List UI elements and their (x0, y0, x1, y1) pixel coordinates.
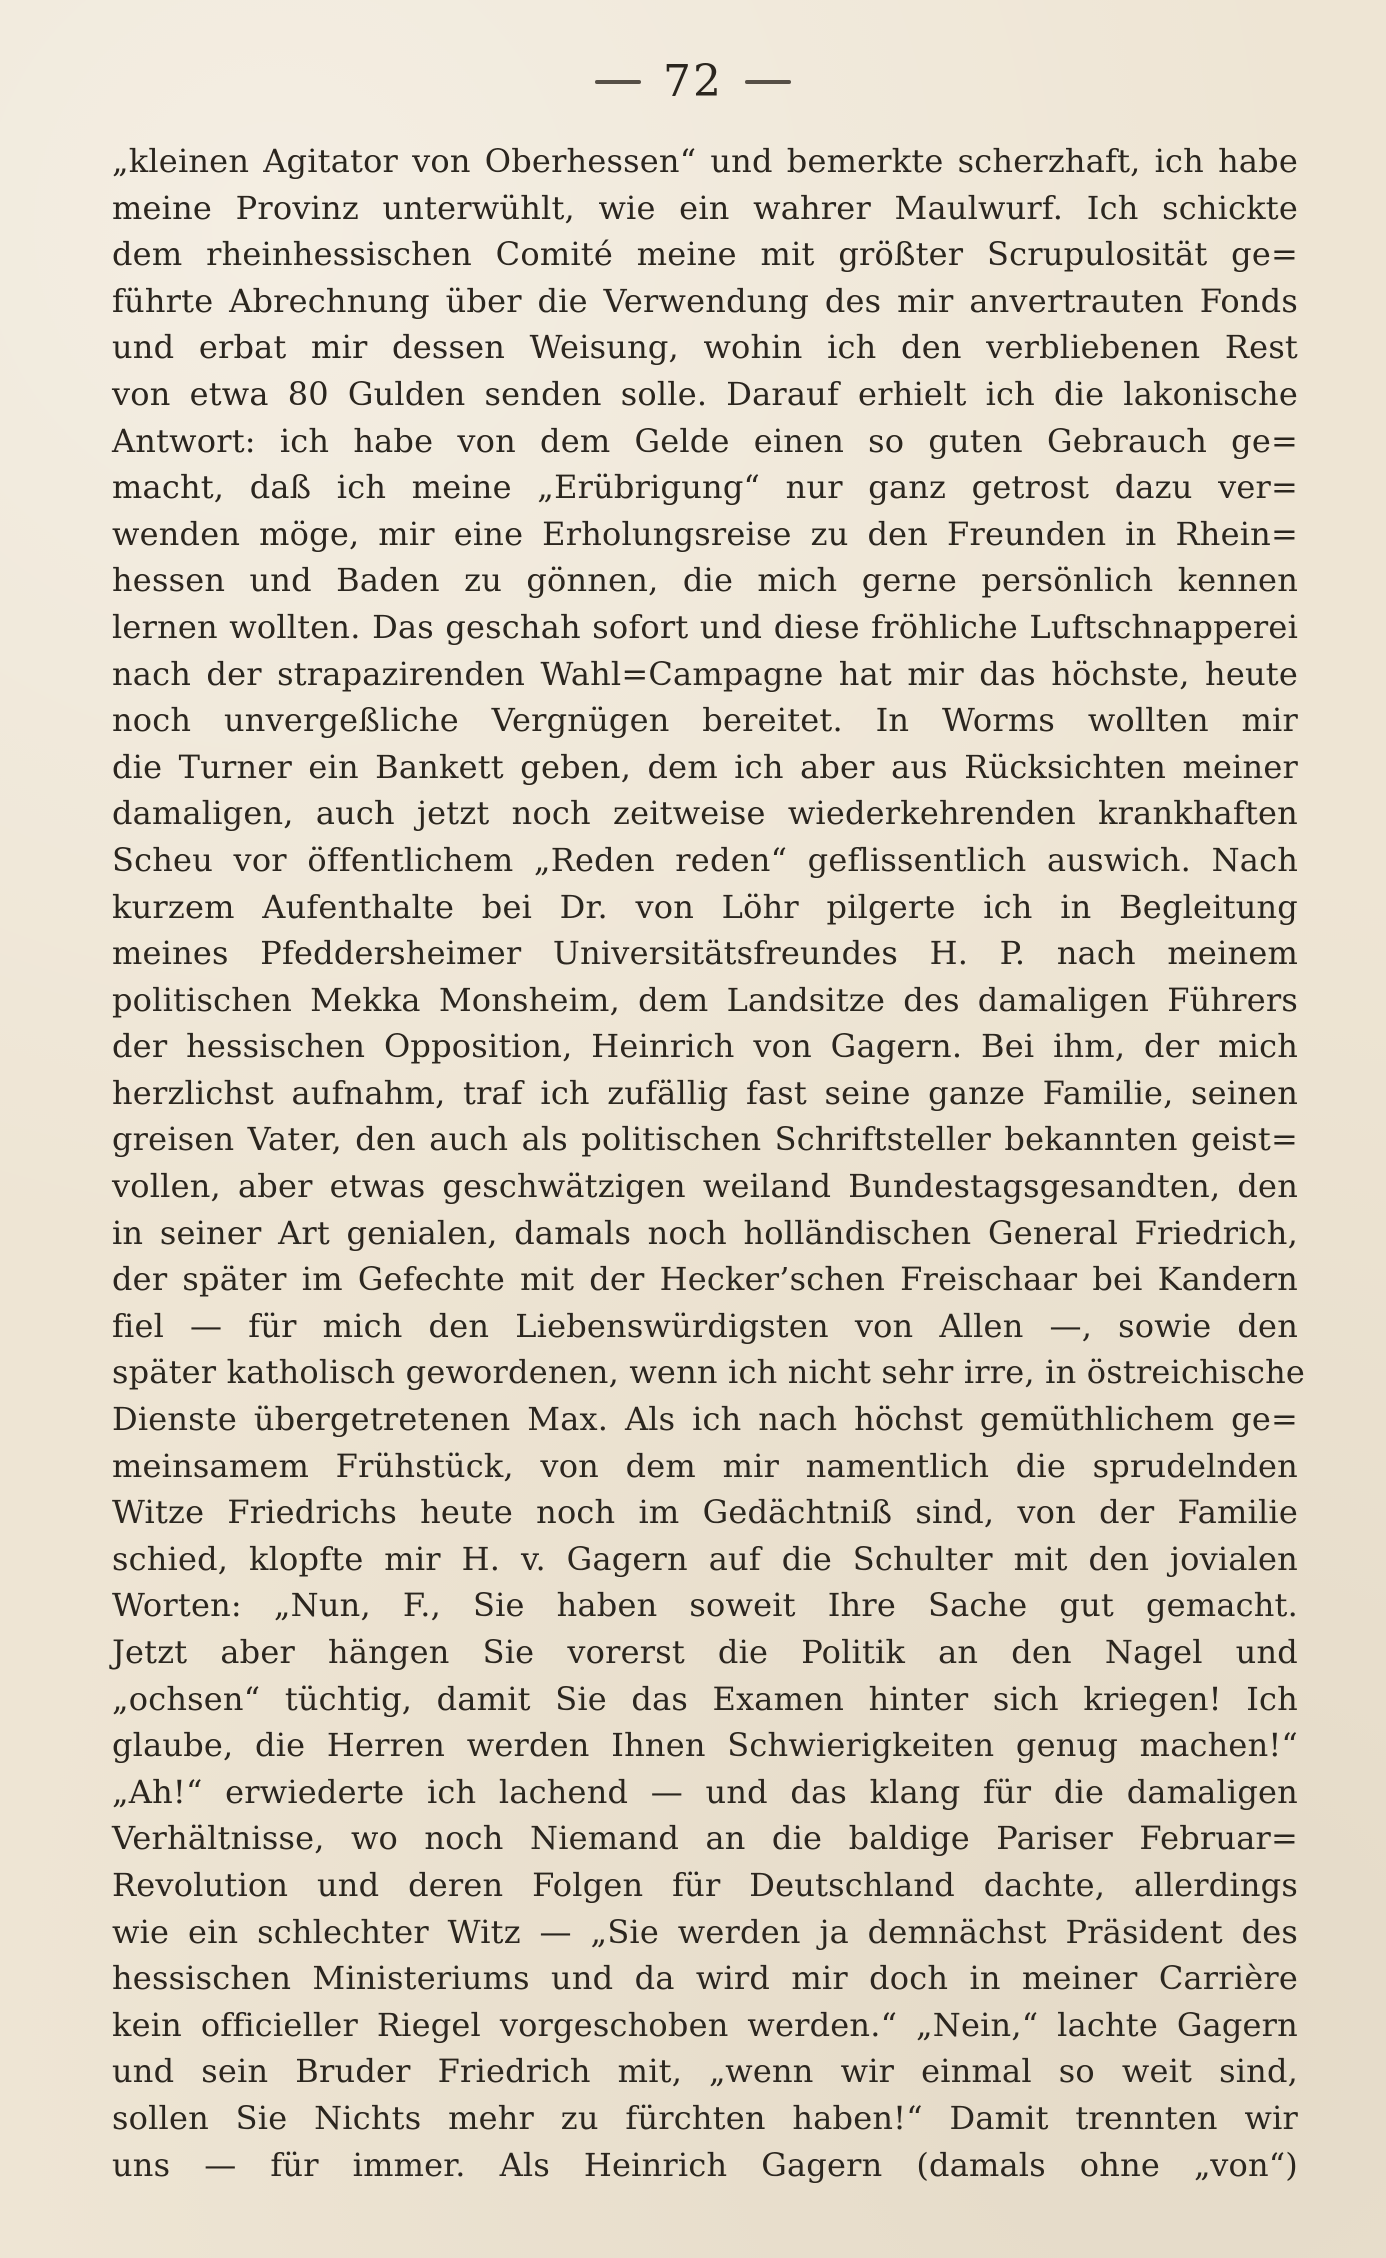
text-line-11: lernen wollten. Das geschah sofort und diese fröhliche Luftschnapperei (112, 607, 1298, 646)
text-line-26: fiel — für mich den Liebenswürdigsten von Allen —, sowie den (112, 1306, 1298, 1345)
text-line-13: noch unvergeßliche Vergnügen bereitet. In Worms wollten mir (112, 701, 1298, 740)
left-ornament-dash (595, 80, 641, 84)
text-line-37: Verhältnisse, wo noch Niemand an die baldige Pariser Februar= (112, 1819, 1298, 1858)
text-line-19: politischen Mekka Monsheim, dem Landsitze des damaligen Führers (112, 980, 1298, 1019)
text-line-41: kein officieller Riegel vorgeschoben werden.“ „Nein,“ lachte Gagern (112, 2005, 1298, 2044)
right-ornament-dash (745, 80, 791, 84)
text-line-16: Scheu vor öffentlichem „Reden reden“ geflissentlich auswich. Nach (112, 840, 1298, 879)
text-line-28: Dienste übergetretenen Max. Als ich nach höchst gemüthlichem ge= (112, 1400, 1298, 1439)
body-text (112, 138, 1306, 2184)
text-line-39: wie ein schlechter Witz — „Sie werden ja demnächst Präsident des (112, 1912, 1298, 1951)
text-line-24: in seiner Art genialen, damals noch holländischen General Friedrich, (112, 1213, 1298, 1252)
text-line-2: meine Provinz unterwühlt, wie ein wahrer Maulwurf. Ich schickte (112, 188, 1298, 227)
text-line-34: „ochsen“ tüchtig, damit Sie das Examen hinter sich kriegen! Ich (112, 1679, 1298, 1718)
text-line-25: der später im Gefechte mit der Hecker’schen Freischaar bei Kandern (112, 1260, 1298, 1299)
text-line-6: von etwa 80 Gulden senden solle. Darauf erhielt ich die lakonische (112, 374, 1298, 413)
text-line-10: hessen und Baden zu gönnen, die mich gerne persönlich kennen (112, 561, 1298, 600)
text-line-32: Worten: „Nun, F., Sie haben soweit Ihre Sache gut gemacht. (112, 1586, 1298, 1625)
text-line-44: uns — für immer. Als Heinrich Gagern (damals ohne „von“) (112, 2145, 1298, 2184)
text-line-20: der hessischen Opposition, Heinrich von Gagern. Bei ihm, der mich (112, 1027, 1298, 1066)
text-line-38: Revolution und deren Folgen für Deutschland dachte, allerdings (112, 1865, 1298, 1904)
text-line-17: kurzem Aufenthalte bei Dr. von Löhr pilgerte ich in Begleitung (112, 887, 1298, 926)
text-line-9: wenden möge, mir eine Erholungsreise zu den Freunden in Rhein= (112, 514, 1298, 553)
text-line-21: herzlichst aufnahm, traf ich zufällig fast seine ganze Familie, seinen (112, 1073, 1298, 1112)
page-number: 72 (663, 56, 723, 107)
text-line-27: später katholisch gewordenen, wenn ich nicht sehr irre, in östreichische (112, 1353, 1306, 1392)
text-line-36: „Ah!“ erwiederte ich lachend — und das klang für die damaligen (112, 1772, 1298, 1811)
text-line-35: glaube, die Herren werden Ihnen Schwierigkeiten genug machen!“ (112, 1726, 1298, 1765)
text-line-7: Antwort: ich habe von dem Gelde einen so guten Gebrauch ge= (112, 421, 1298, 460)
text-line-18: meines Pfeddersheimer Universitätsfreundes H. P. nach meinem (112, 934, 1298, 973)
text-line-42: und sein Bruder Friedrich mit, „wenn wir einmal so weit sind, (112, 2052, 1298, 2091)
text-line-3: dem rheinhessischen Comité meine mit größter Scrupulosität ge= (112, 235, 1298, 274)
text-line-43: sollen Sie Nichts mehr zu fürchten haben!“ Damit trennten wir (112, 2098, 1298, 2137)
text-line-33: Jetzt aber hängen Sie vorerst die Politik an den Nagel und (112, 1633, 1298, 1671)
text-line-4: führte Abrechnung über die Verwendung des mir anvertrauten Fonds (112, 281, 1298, 320)
text-line-31: schied, klopfte mir H. v. Gagern auf die Schulter mit den jovialen (112, 1539, 1298, 1578)
page-header (0, 52, 1386, 112)
text-line-15: damaligen, auch jetzt noch zeitweise wiederkehrenden krankhaften (112, 794, 1298, 833)
text-line-1: „kleinen Agitator von Oberhessen“ und bemerkte scherzhaft, ich habe (112, 142, 1298, 180)
text-line-14: die Turner ein Bankett geben, dem ich aber aus Rücksichten meiner (112, 747, 1298, 786)
text-line-22: greisen Vater, den auch als politischen Schriftsteller bekannten geist= (112, 1120, 1298, 1159)
text-line-12: nach der strapazirenden Wahl=Campagne hat mir das höchste, heute (112, 654, 1298, 693)
text-line-8: macht, daß ich meine „Erübrigung“ nur ganz getrost dazu ver= (112, 468, 1298, 507)
text-line-40: hessischen Ministeriums und da wird mir doch in meiner Carrière (112, 1959, 1298, 1998)
text-line-30: Witze Friedrichs heute noch im Gedächtniß sind, von der Familie (112, 1493, 1298, 1532)
text-line-5: und erbat mir dessen Weisung, wohin ich den verbliebenen Rest (112, 328, 1298, 367)
text-line-29: meinsamem Frühstück, von dem mir namentlich die sprudelnden (112, 1446, 1298, 1485)
text-line-23: vollen, aber etwas geschwätzigen weiland Bundestagsgesandten, den (112, 1167, 1298, 1206)
